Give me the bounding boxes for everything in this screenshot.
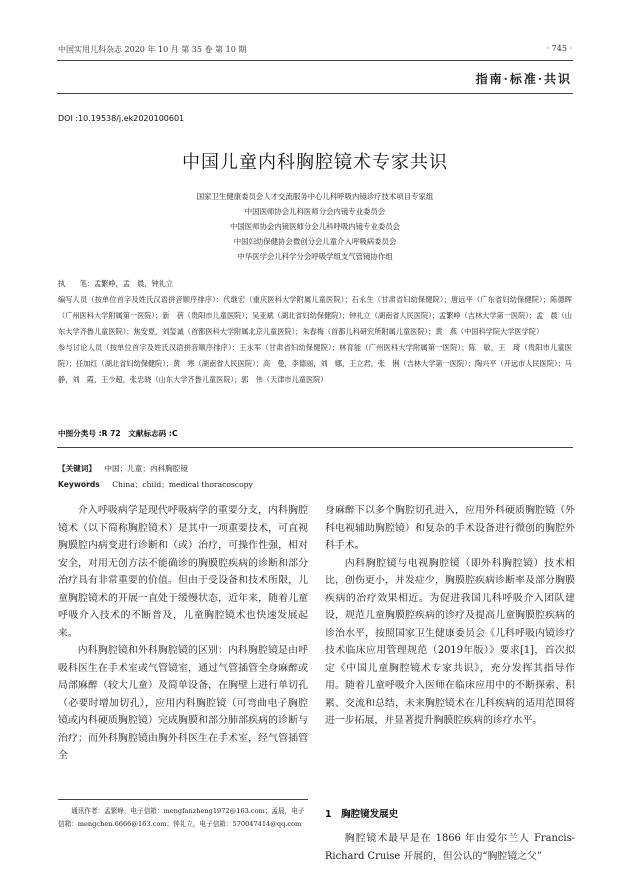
keywords-en-label: Keywords bbox=[58, 480, 100, 489]
body-paragraph: 身麻醉下以多个胸腔切孔进入，应用外科硬质胸腔镜（外科电视辅助胸腔镜）和复杂的手术设备进行微创的胸腔外科手术。 bbox=[325, 505, 575, 551]
org-line: 中国医师协会儿科医师分会内镜专业委员会 bbox=[244, 207, 386, 216]
org-line: 中华医学会儿科学分会呼吸学组支气管镜协作组 bbox=[237, 252, 393, 261]
body-paragraph: 介入呼吸病学是现代呼吸病学的重要分支，内科胸腔镜术（以下简称胸腔镜术）是其中一项重要技术，可直视胸膜腔内病变进行诊断和（或）治疗，可操作性强，相对安全，对用无创方法不能确诊的胸膜腔疾病的诊断和部分治疗具有非常重要的价值。但由于受设备和技术所限，儿童胸腔镜术的开展一直处于缓慢状态，近年来，随着儿童呼吸介入技术的不断普及，儿童胸腔镜术也快速发展起来。 bbox=[58, 505, 308, 639]
org-line: 中国妇幼保健协会微创分会儿童介入呼吸病委员会 bbox=[233, 237, 397, 246]
journal-header: 中国实用儿科杂志 2020 年 10 月 第 35 卷 第 10 期 bbox=[58, 45, 247, 54]
keywords-cn bbox=[58, 462, 188, 476]
keywords-en bbox=[58, 478, 253, 492]
org-line: 中国医师协会内镜医师分会儿科呼吸内镜专业委员会 bbox=[230, 222, 400, 231]
author-organizations bbox=[0, 189, 630, 264]
body-paragraph: 内科胸腔镜和外科胸腔镜的区别：内科胸腔镜是由呼吸科医生在手术室或气管镜室，通过气管插管全身麻醉或局部麻醉（较大儿童）及简单设备，在胸壁上进行单切孔（必要时增加切孔），应用内科胸腔镜（可弯曲电子胸腔镜或内科硬质胸腔镜）完成胸膜和部分肺部疾病的诊断与治疗；而外科胸腔镜由胸外科医生在手术室，经气管插管全 bbox=[58, 645, 308, 761]
article-type: 指南·标准·共识 bbox=[475, 72, 572, 86]
footnote-rule bbox=[58, 799, 308, 800]
body-column-right bbox=[325, 502, 575, 730]
keywords-cn-label: 【关键词】 bbox=[58, 464, 96, 473]
body-paragraph-last bbox=[325, 830, 575, 865]
page-number: · 745 · bbox=[546, 44, 572, 53]
meta-rule bbox=[57, 447, 573, 448]
doi: DOI :10.19538/j.ek2020100601 bbox=[58, 114, 185, 123]
article-title: 中国儿童内科胸腔镜术专家共识 bbox=[182, 152, 448, 173]
body-paragraph: 内科胸腔镜与电视胸腔镜（即外科胸腔镜）技术相比，创伤更小，并发症少，胸膜腔疾病诊断率及部分胸膜疾病的治疗效果相近。为促进我国儿科呼吸介入团队建设，规范儿童胸膜腔疾病的诊疗及提高儿童胸膜腔疾病的诊治水平，按照国家卫生健康委员会《儿科呼吸内镜诊疗技术临床应用管理规范（2019年版）》要求[1]，首次拟定《中国儿童胸腔镜术专家共识》，充分发挥其指导作用。随着儿童呼吸介入医师在临床应用中的不断探索、积累、交流和总结，未来胸腔镜术在儿科疾病的适用范围将进一步拓展，并显著提升胸膜腔疾病的诊疗水平。 bbox=[325, 557, 575, 726]
classification: 中图分类号 :R 72 文献标志码 :C bbox=[58, 429, 178, 438]
body-paragraph: 胸腔镜术最早是在 1866 年由爱尔兰人 Francis-Richard Cruise 开展的，但公认的“胸腔镜之父” bbox=[325, 833, 575, 862]
keywords-en-text: China；child；medical thoracoscopy bbox=[112, 480, 253, 489]
section-heading: 1 胸腔镜发展史 bbox=[325, 809, 399, 820]
org-line: 国家卫生健康委员会人才交流服务中心儿科呼吸内镜诊疗技术项目专家组 bbox=[196, 192, 434, 201]
body-column-left bbox=[58, 502, 308, 765]
keywords-cn-text: 中国；儿童；内科胸腔镜 bbox=[104, 464, 188, 473]
header-rule bbox=[57, 60, 573, 61]
footnote-text: 通讯作者：孟繁峥，电子信箱：mengfanzheng1972@163.com；孟晨，电子信箱：mengchen.6666@163.com；钟礼立，电子信箱：570047414@qq.com bbox=[58, 807, 305, 828]
footnote bbox=[58, 805, 308, 831]
type-rule bbox=[57, 93, 573, 94]
author-list: 执 笔：孟繁峥，孟 晨，钟礼立 编写人员（按单位首字及姓氏汉语拼音顺序排序）：代继宏（重庆医科大学附属儿童医院）；石永生（甘肃省妇幼保健院）；唐远平（广东省妇幼保健院）；陈德晖（广州医科大学附属第一医院）；新 蓓（贵阳市儿童医院）；吴亚斌（湖北省妇幼保健院）；钟礼立（湖南省人民医院）；孟繁峥（吉林大学第一医院）；孟 晨（山东大学齐鲁儿童医院）；焦安夏，刘玺诚（首都医科大学附属北京儿童医院）；朱春梅（首都儿科研究所附属儿童医院）；黄 燕（中国科学院大学医学院） 参与讨论人员（按单位首字及姓氏汉语拼音顺序排序）：王永军（甘肃省妇幼保健院）；林育能（广州医科大学附属第一医院）；陈 敏，王 琦（贵阳市儿童医院）；任加红（湖北省妇幼保健院）；黄 寒（湖南省人民医院）；高 曼，李德丽，刘 娜，王立君，张 俐（吉林大学第一医院）；陶兴平（开远市人民医院）；马 静，刘 霞，王少超，张忠晓（山东大学齐鲁儿童医院）；郭 伟（天津市儿童医院） bbox=[58, 279, 572, 384]
